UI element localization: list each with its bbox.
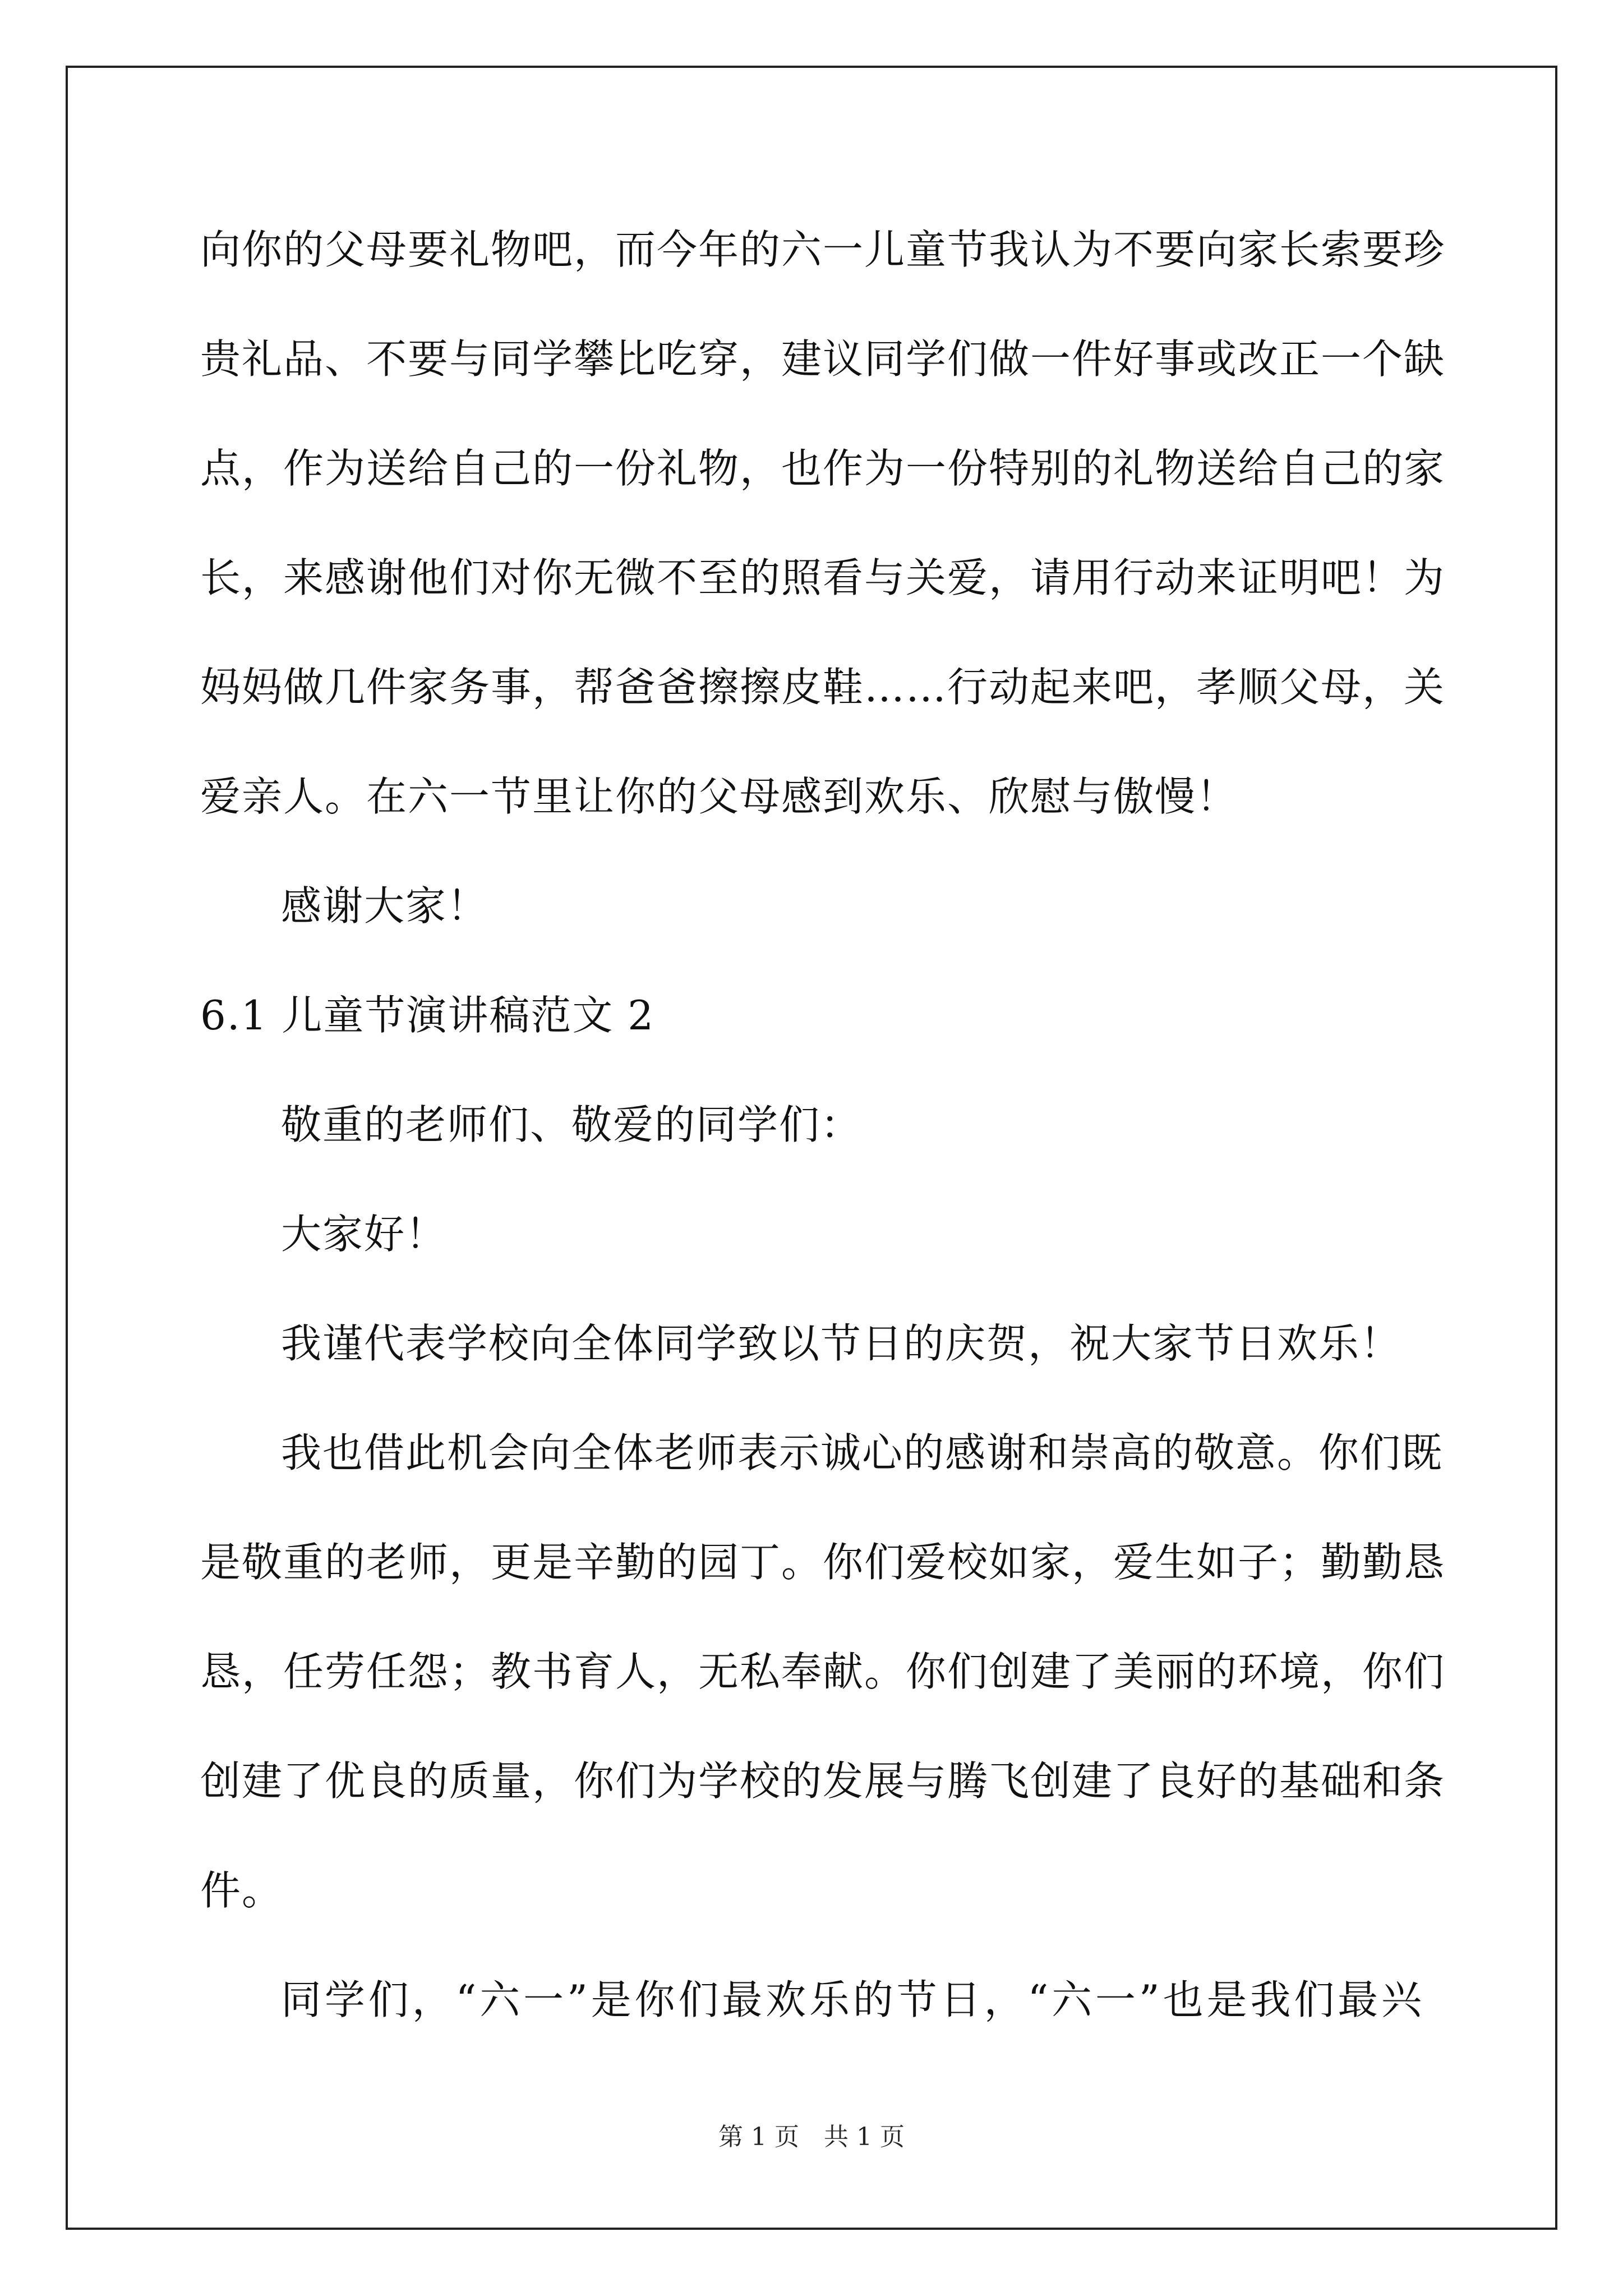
section-heading: 6.1 儿童节演讲稿范文 2 <box>200 992 655 1039</box>
body-line: 爱亲人。在六一节里让你的父母感到欢乐、欣慰与傲慢！ <box>200 773 1238 820</box>
body-line: 我也借此机会向全体老师表示诚心的感谢和崇高的敬意。你们既 <box>281 1429 1444 1476</box>
salutation: 敬重的老师们、敬爱的同学们： <box>281 1101 863 1148</box>
closing-thanks: 感谢大家！ <box>281 882 489 930</box>
body-line: 长，来感谢他们对你无微不至的照看与关爱，请用行动来证明吧！为 <box>200 554 1446 601</box>
greeting: 大家好！ <box>281 1211 448 1258</box>
body-line: 同学们，“六一”是你们最欢乐的节日，“六一”也是我们最兴 <box>281 1976 1423 2023</box>
body-line: 贵礼品、不要与同学攀比吃穿，建议同学们做一件好事或改正一个缺 <box>200 335 1446 383</box>
body-line: 创建了优良的质量，你们为学校的发展与腾飞创建了良好的基础和条 <box>200 1757 1446 1805</box>
body-line: 点，作为送给自己的一份礼物，也作为一份特别的礼物送给自己的家 <box>200 445 1446 492</box>
body-line: 我谨代表学校向全体同学致以节日的庆贺，祝大家节日欢乐！ <box>281 1320 1402 1367</box>
body-line: 是敬重的老师，更是辛勤的园丁。你们爱校如家，爱生如子；勤勤恳 <box>200 1539 1446 1586</box>
body-line: 件。 <box>200 1867 284 1914</box>
body-line: 向你的父母要礼物吧，而今年的六一儿童节我认为不要向家长索要珍 <box>200 226 1446 273</box>
body-line: 妈妈做几件家务事，帮爸爸擦擦皮鞋……行动起来吧，孝顺父母，关 <box>200 664 1446 711</box>
page-number: 第 1 页 共 1 页 <box>718 2123 905 2151</box>
body-line: 恳，任劳任怨；教书育人，无私奉献。你们创建了美丽的环境，你们 <box>200 1648 1446 1695</box>
